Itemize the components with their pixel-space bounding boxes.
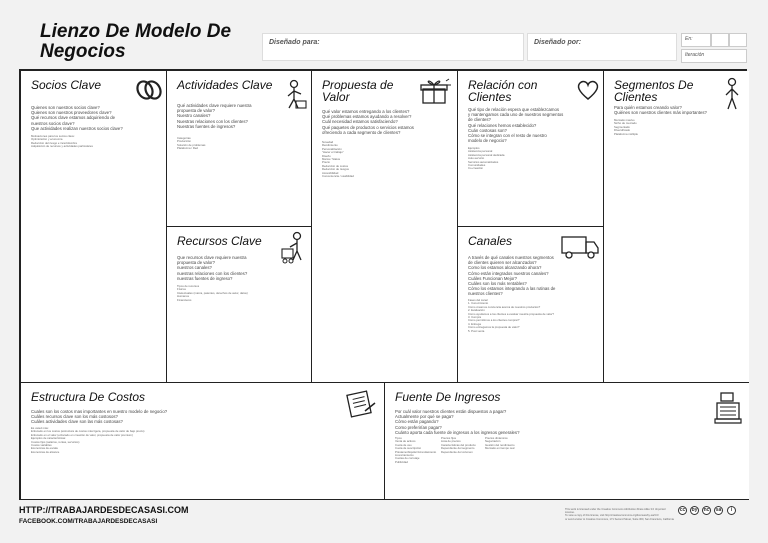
facebook-link[interactable]: FACEBOOK.COM/TRABAJARDESDECASASI xyxy=(19,518,158,525)
cash-register-icon xyxy=(711,389,743,425)
cost-structure-title: Estructura De Costos xyxy=(31,390,146,404)
customer-segments-notes: Mercado masivo Nicho de mercado Segmentado Diversificado Plataforma múltiple xyxy=(614,118,638,136)
block-channels[interactable] xyxy=(458,227,604,383)
key-partners-title: Socios Clave xyxy=(31,78,102,92)
block-key-activities[interactable] xyxy=(167,71,312,227)
key-resources-questions: Que recursos clave requiere nuestra propuesta de valor? nuestros canales? nuestras relaciones con los clientes? nuestras fuentes de ingreso? xyxy=(177,255,248,281)
key-activities-notes: Categorías Producción Solución de problemas Plataforma / Red xyxy=(177,136,206,151)
key-resources-title: Recursos Clave xyxy=(177,234,262,248)
channels-questions: A través de qué canales nuestros segmentos de clientes quieren ser alcanzados? Como los estamos alcanzando ahora? Cómo están integrados nuestros canales? Cuáles Funcionan Mejor? Cuáles son los más rentables? Cómo los estamos integrando a las rutinas de nuestros clientes? xyxy=(468,255,556,297)
share-alike-icon: sa xyxy=(715,507,722,513)
iteration-label: Iteración xyxy=(685,52,705,58)
channels-title: Canales xyxy=(468,234,513,248)
key-activities-title: Actividades Clave xyxy=(177,78,273,92)
date-label: En: xyxy=(685,36,693,42)
block-cost-structure[interactable] xyxy=(21,383,385,500)
key-partners-questions: Quienes son nuestros socios clave? Quienes son nuestros proveedores clave? Qué recursos clave estamos adquiriendo de nuestros socios clave? Que actividades realizan nuestros socios clave? xyxy=(31,105,123,131)
invoice-icon xyxy=(343,389,377,419)
creative-commons-icon: cc xyxy=(679,507,686,513)
business-model-canvas xyxy=(19,69,747,500)
website-link[interactable]: HTTP://TRABAJARDESDECASASI.COM xyxy=(19,505,189,515)
cost-structure-questions: Cuales son los costos mas importantes en nuestro modelo de negocio? Cuáles recursos clave son los más costosos? Cuáles actividades clave son las más costosas? xyxy=(31,409,168,425)
block-value-propositions[interactable] xyxy=(312,71,458,383)
customer-relationships-questions: Qué tipo de relación espera que establezcamos y mantengamos cada uno de nuestros segmentos de clientes? Qué relaciones hemos establecido? Cuán costosas son? Cómo se integran con el resto de nuestro modelo de negocio? xyxy=(468,107,564,144)
channels-notes: Fases del canal 1. Conocimiento Cómo creamos conciencia acerca de nuestros productos? 2. Evaluación Cómo ayudamos a los clientes a evaluar nuestra propuesta de valor? 3. Compra Cómo permitimos a los clientes comprar? 4. Entrega Cómo entregamos la propuesta de valor? 5. Post venta xyxy=(468,298,554,333)
delivery-truck-icon xyxy=(560,231,600,261)
value-propositions-title: Propuesta de Valor xyxy=(322,78,394,104)
person-icon xyxy=(722,77,742,111)
gift-icon xyxy=(420,77,452,107)
block-revenue-streams[interactable] xyxy=(385,383,749,500)
value-propositions-questions: Qué valor estamos entregando a los clientes? Qué problemas estamos ayudando a resolver? Cuál necesidad estamos satisfaciendo? Qué paquetes de productos o servicios estamos ofreciendo a cada segmento de clientes? xyxy=(322,109,414,135)
block-key-partners[interactable] xyxy=(21,71,167,383)
block-key-resources[interactable] xyxy=(167,227,312,383)
designed-for-label: Diseñado para: xyxy=(269,39,320,46)
designed-by-label: Diseñado por: xyxy=(534,39,582,46)
revenue-types-notes: Tipos Venta de activos Cuota de uso Cuota de suscripción Préstamo/Alquiler/Arrendamiento Licenciamiento Cuotas de corretaje Publicidad xyxy=(395,436,437,464)
canvas-title xyxy=(40,22,231,62)
revenue-dynamic-pricing-notes: Precios dinámicos Negociación Gestión del rendimiento Mercado en tiempo real xyxy=(485,436,515,451)
info-icon: i xyxy=(727,506,736,515)
value-propositions-notes: Novedad Rendimiento Personalización "Hacer el trabajo" Diseño Marca / Status Precio Reducción de costos Reducción de riesgos Accesibilidad Conveniencia / usabilidad xyxy=(322,140,354,179)
worker-with-cart-icon xyxy=(281,231,307,265)
customer-relationships-title: Relación con Clientes xyxy=(468,78,538,104)
customer-segments-title: Segmentos De Clientes xyxy=(614,78,694,104)
block-customer-segments[interactable] xyxy=(604,71,749,383)
attribution-icon: by xyxy=(691,507,698,513)
key-partners-notes: Motivaciones para los socios clave: Optimización y economía Reducción del riesgo e incertidumbre Adquisición de recursos y actividades particulares xyxy=(31,134,93,149)
designed-for-field[interactable] xyxy=(262,33,524,61)
date-field[interactable] xyxy=(681,33,711,47)
key-resources-notes: Tipos de recursos Físicos Intelectuales (marca, patentes, derechos de autor, datos) Humanos Financieros xyxy=(177,284,248,302)
noncommercial-icon: nc xyxy=(703,507,710,513)
title-line-2: Negocios xyxy=(40,41,126,62)
block-customer-relationships[interactable] xyxy=(458,71,604,227)
key-activities-questions: Qué actividades clave requiere nuestra propuesta de valor? Nuestro canales? Nuestras relaciones con los clientes? Nuestras fuentes de ingresos? xyxy=(177,103,252,129)
revenue-streams-questions: Por cuál valor nuestros clientes están dispuestos a pagar? Actualmente por qué se paga? Cómo están pagando? Como preferirían pagar? Cuánto aporta cada fuente de ingresos a los ingresos generales? xyxy=(395,409,520,435)
date-month-field[interactable] xyxy=(711,33,729,47)
revenue-fixed-pricing-notes: Precios fijos Lista de precios Características del producto Dependiente del segmento Dependiente del volumen xyxy=(441,436,476,454)
cost-structure-notes: Es usted más: Enfocado en los costos (estructura de costos más ligera, propuesta de valor de bajo precio) Enfocado en el valor (enfocado en creación de valor, propuesta de valor premium) Ejemplos de características: Costos fijos (salarios, rentas, servicios) Costos variables Economías de escala Economías de alcance xyxy=(31,426,145,454)
customer-segments-questions: Para quién estamos creando valor? Quiénes son nuestros clientes más importantes? xyxy=(614,105,707,116)
customer-relationships-notes: Ejemplos Asistencia personal Asistencia personal dedicada Auto-servicio Servicios automatizados Comunidades Co-creación xyxy=(468,146,505,171)
license-text: This work is licensed under the Creative Commons Attribution-Share Alike 3.0 Unported License. To view a copy of this license, visit http://creativecommons.org/licenses/by-sa/3.0/ or send a letter to Creative Commons, 171 Second Street, Suite 300, San Francisco, California xyxy=(565,508,674,521)
date-year-field[interactable] xyxy=(729,33,747,47)
iteration-field[interactable] xyxy=(681,49,747,63)
chain-link-icon xyxy=(135,77,163,103)
title-line-1: Lienzo De Modelo De xyxy=(40,21,232,42)
worker-icon xyxy=(283,79,307,111)
designed-by-field[interactable] xyxy=(527,33,677,61)
revenue-streams-title: Fuente De Ingresos xyxy=(395,390,501,404)
heart-icon xyxy=(576,79,600,101)
